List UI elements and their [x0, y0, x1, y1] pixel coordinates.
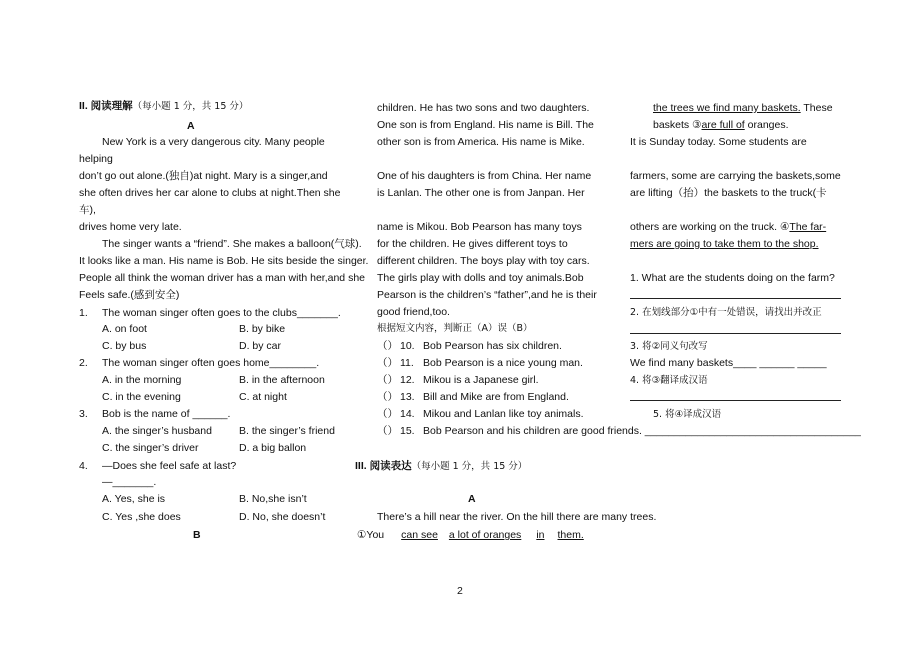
passage-a-line: Feels safe.(感到安全)	[79, 289, 180, 301]
passage-line: farmers, some are carrying the baskets,some	[630, 170, 841, 182]
question-stem: The woman singer often goes to the clubs_______.	[102, 307, 341, 319]
passage-b-line: children. He has two sons and two daughters.	[377, 102, 590, 114]
option-a: A. on foot	[102, 323, 147, 335]
option-d: D. No, she doesn’t	[239, 511, 326, 523]
underlined-phrase: mers are going to take them to the shop.	[630, 238, 819, 250]
option-b: B. the singer’s friend	[239, 425, 335, 437]
passage-b-line: One of his daughters is from China. Her name	[377, 170, 592, 182]
answer-line[interactable]	[630, 298, 841, 299]
underlined-phrase: the trees we find many baskets.	[653, 102, 801, 114]
option-c: C. by bus	[102, 340, 147, 352]
section-3-passage-line: There’s a hill near the river. On the hill there are many trees.	[377, 511, 657, 523]
question-stem: —Does she feel safe at last?	[102, 460, 237, 472]
passage-b-line: different children. The boys play with toy cars.	[377, 255, 590, 267]
tf-number: 15.	[400, 425, 415, 437]
question-stem: The woman singer often goes home________.	[102, 357, 320, 369]
passage-a-line: New York is a very dangerous city. Many people	[102, 136, 325, 148]
answer-line[interactable]	[630, 333, 841, 334]
passage-line: baskets ③are full of oranges.	[653, 119, 789, 131]
passage-a-letter: A	[187, 120, 195, 132]
passage-b-line: is Lanlan. The other one is from Janpan. Her	[377, 187, 585, 199]
tf-paren: （）	[377, 374, 398, 386]
question-number: 2.	[79, 357, 88, 369]
question-number: 3.	[79, 408, 88, 420]
section-3-passage-letter: A	[468, 493, 476, 505]
question-1: 1. What are the students doing on the farm?	[630, 272, 835, 284]
option-d: C. at night	[239, 391, 287, 403]
passage-line: are lifting（抬）the baskets to the truck(卡	[630, 187, 827, 199]
question-5: 5. 将④译成汉语	[653, 409, 722, 420]
option-c: C. in the evening	[102, 391, 181, 403]
passage-b-line: Pearson is the children’s “father”,and he is their	[377, 289, 597, 301]
tf-number: 14.	[400, 408, 415, 420]
passage-a-line: 车),	[79, 204, 96, 216]
tf-instruction: 根据短文内容，判断正（A）误（B）	[377, 323, 533, 334]
circled-marker-1: ①You	[357, 529, 385, 541]
underlined-phrase: The far-	[789, 221, 827, 233]
option-b: B. by bike	[239, 323, 286, 335]
tf-statement: Bob Pearson is a nice young man.	[423, 357, 583, 369]
tf-statement: Bob Pearson and his children are good friends. _____________________________________	[423, 425, 861, 437]
underlined-phrase: can see	[401, 529, 438, 541]
option-a: A. in the morning	[102, 374, 182, 386]
tf-paren: （）	[377, 340, 398, 352]
tf-number: 12.	[400, 374, 415, 386]
tf-paren: （）	[377, 357, 398, 369]
passage-a-line: she often drives her car alone to clubs at night.Then she	[79, 187, 341, 199]
passage-b-letter: B	[193, 529, 201, 541]
page-number: 2	[457, 585, 463, 597]
passage-b-line: for the children. He gives different toys to	[377, 238, 568, 250]
underlined-phrase: in	[536, 529, 545, 541]
question-stem-answer: —_______.	[102, 476, 157, 488]
passage-a-line: It looks like a man. His name is Bob. He sits beside the singer.	[79, 255, 369, 267]
option-d: D. a big ballon	[239, 442, 307, 454]
passage-a-line: drives home very late.	[79, 221, 182, 233]
question-3-blank-line[interactable]: We find many baskets____ ______ _____	[630, 357, 827, 369]
passage-a-line: People all think the woman driver has a man with her,and she	[79, 272, 365, 284]
passage-a-line: don’t go out alone.(独自)at night. Mary is a singer,and	[79, 170, 328, 182]
option-b: B. in the afternoon	[239, 374, 325, 386]
passage-line: the trees we find many baskets. These	[653, 102, 833, 114]
tf-number: 13.	[400, 391, 415, 403]
option-c: C. the singer’s driver	[102, 442, 199, 454]
passage-b-line: good friend,too.	[377, 306, 450, 318]
section-3-title: III. 阅读表达（每小题 1 分，共 15 分）	[355, 460, 528, 472]
answer-line[interactable]	[630, 400, 841, 401]
tf-number: 10.	[400, 340, 415, 352]
tf-paren: （）	[377, 408, 398, 420]
question-stem: Bob is the name of ______.	[102, 408, 231, 420]
option-c: C. Yes ,she does	[102, 511, 181, 523]
passage-line: It is Sunday today. Some students are	[630, 136, 807, 148]
question-number: 4.	[79, 460, 88, 472]
question-4: 4. 将③翻译成汉语	[630, 375, 708, 386]
tf-statement: Bob Pearson has six children.	[423, 340, 562, 352]
underlined-phrase: them.	[557, 529, 584, 541]
underlined-phrase: are full of	[701, 119, 745, 131]
passage-line	[630, 238, 819, 251]
section-2-title: II. 阅读理解（每小题 1 分，共 15 分）	[79, 100, 249, 112]
tf-paren: （）	[377, 391, 398, 403]
passage-a-line: The singer wants a “friend”. She makes a balloon(气球).	[102, 238, 362, 250]
underlined-phrase: a lot of oranges	[448, 529, 522, 541]
option-d: D. by car	[239, 340, 282, 352]
option-a: A. the singer’s husband	[102, 425, 212, 437]
question-number: 1.	[79, 307, 88, 319]
passage-b-line: One son is from England. His name is Bill. The	[377, 119, 594, 131]
passage-line: others are working on the truck. ④The far-	[630, 221, 827, 233]
question-3: 3. 将②同义句改写	[630, 341, 708, 352]
passage-a-line: helping	[79, 153, 113, 165]
tf-statement: Bill and Mike are from England.	[423, 391, 569, 403]
tf-statement: Mikou and Lanlan like toy animals.	[423, 408, 584, 420]
question-2: 2. 在划线部分①中有一处错误，请找出并改正	[630, 307, 822, 318]
tf-paren: （）	[377, 425, 398, 437]
tf-statement: Mikou is a Japanese girl.	[423, 374, 539, 386]
section-3-passage-line2	[357, 529, 584, 542]
passage-b-line: name is Mikou. Bob Pearson has many toys	[377, 221, 582, 233]
tf-number: 11.	[400, 357, 414, 369]
option-b: B. No,she isn’t	[239, 493, 307, 505]
passage-b-line: The girls play with dolls and toy animals.Bob	[377, 272, 584, 284]
option-a: A. Yes, she is	[102, 493, 166, 505]
passage-b-line: other son is from America. His name is Mike.	[377, 136, 585, 148]
